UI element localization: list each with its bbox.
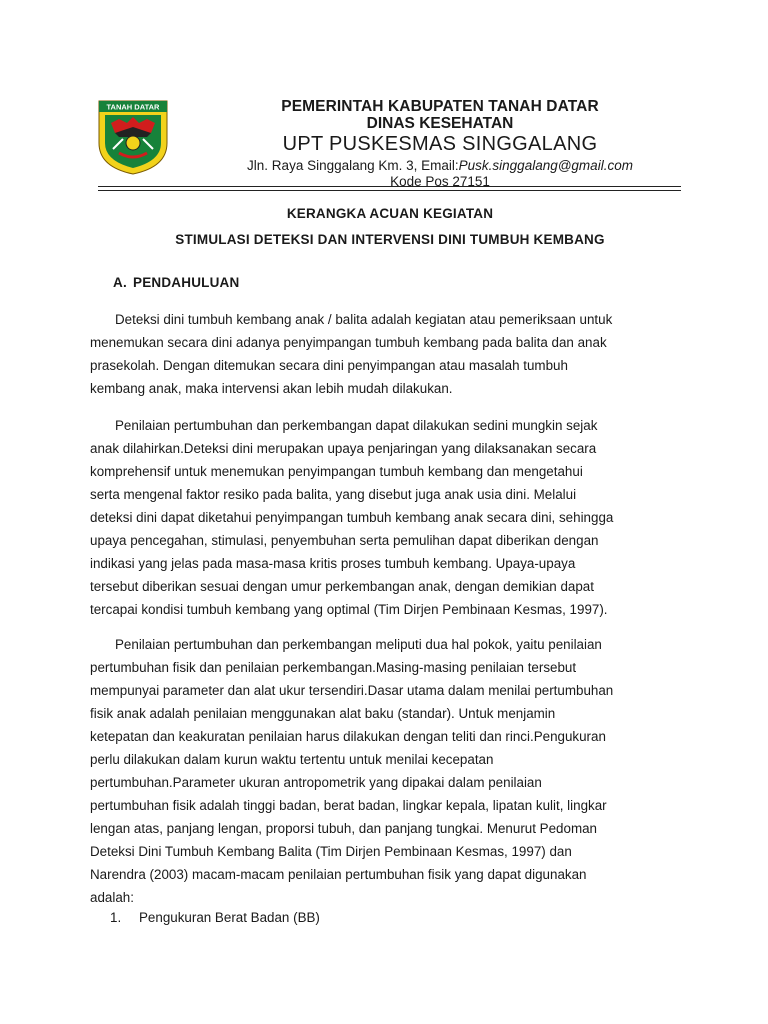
paragraph-line: Deteksi dini tumbuh kembang anak / balita adalah kegiatan atau pemeriksaan untuk <box>115 312 613 327</box>
district-logo <box>97 99 169 175</box>
paragraph-line: ketepatan dan keakuratan penilaian harus dilakukan dengan teliti dan rinci.Pengukuran <box>90 729 606 744</box>
paragraph-line: menemukan secara dini adanya penyimpangan tumbuh kembang pada balita dan anak <box>90 335 607 350</box>
paragraph-line: Penilaian pertumbuhan dan perkembangan dapat dilakukan sedini mungkin sejak <box>115 418 598 433</box>
tanah-datar-crest-icon <box>97 99 169 175</box>
paragraph-line: anak dilahirkan.Deteksi dini merupakan upaya penjaringan yang dilaksanakan secara <box>90 441 597 456</box>
document-subtitle: STIMULASI DETEKSI DAN INTERVENSI DINI TUMBUH KEMBANG <box>175 232 605 247</box>
paragraph-3 <box>90 633 690 909</box>
paragraph-line: pertumbuhan fisik dan penilaian perkembangan.Masing-masing penilaian tersebut <box>90 660 577 675</box>
list-item-number: 1. <box>110 910 122 925</box>
list-item-text: Pengukuran Berat Badan (BB) <box>139 910 320 925</box>
department-name: DINAS KESEHATAN <box>366 115 514 132</box>
paragraph-line: komprehensif untuk menemukan penyimpangan tumbuh kembang dan mengetahui <box>90 464 583 479</box>
document-title: KERANGKA ACUAN KEGIATAN <box>286 206 494 221</box>
letterhead-rule-thin <box>98 190 681 191</box>
paragraph-line: mempunyai parameter dan alat ukur tersendiri.Dasar utama dalam menilai pertumbuhan <box>90 683 614 698</box>
address-text: Jln. Raya Singgalang Km. 3, Email: <box>247 158 459 173</box>
logo-banner-text: TANAH DATAR <box>106 102 160 112</box>
postal-code: Kode Pos 27151 <box>390 174 490 189</box>
paragraph-line: kembang anak, maka intervensi akan lebih mudah dilakukan. <box>90 381 453 396</box>
paragraph-1 <box>90 308 690 400</box>
institution-name: UPT PUSKESMAS SINGGALANG <box>282 133 598 155</box>
paragraph-line: Penilaian pertumbuhan dan perkembangan meliputi dua hal pokok, yaitu penilaian <box>115 637 602 652</box>
paragraph-line: pertumbuhan.Parameter ukuran antropometrik yang dipakai dalam penilaian <box>90 775 542 790</box>
paragraph-line: tercapai kondisi tumbuh kembang yang optimal (Tim Dirjen Pembinaan Kesmas, 1997). <box>90 602 608 617</box>
paragraph-line: perlu dilakukan dalam kurun waktu tertentu untuk menilai kecepatan <box>90 752 494 767</box>
section-heading <box>113 275 239 290</box>
paragraph-2 <box>90 414 690 621</box>
numbered-list <box>110 906 320 929</box>
section-title: PENDAHULUAN <box>133 275 240 290</box>
email-address: Pusk.singgalang@gmail.com <box>458 158 633 173</box>
letterhead <box>200 98 680 190</box>
paragraph-line: serta mengenal faktor resiko pada balita, yang disebut juga anak usia dini. Melalui <box>90 487 577 502</box>
paragraph-line: upaya pencegahan, stimulasi, penyembuhan serta pemulihan dapat diberikan dengan <box>90 533 599 548</box>
list-item <box>110 906 320 929</box>
paragraph-line: adalah: <box>90 890 134 905</box>
paragraph-line: tersebut diberikan sesuai dengan umur perkembangan anak, dengan demikian dapat <box>90 579 594 594</box>
address-line <box>200 158 680 174</box>
paragraph-line: prasekolah. Dengan ditemukan secara dini penyimpangan atau masalah tumbuh <box>90 358 568 373</box>
paragraph-line: pertumbuhan fisik adalah tinggi badan, berat badan, lingkar kepala, lipatan kulit, lingkar <box>90 798 607 813</box>
paragraph-line: fisik anak adalah penilaian menggunakan alat baku (standar). Untuk menjamin <box>90 706 556 721</box>
government-name: PEMERINTAH KABUPATEN TANAH DATAR <box>281 98 599 115</box>
paragraph-line: Narendra (2003) macam-macam penilaian pertumbuhan fisik yang dapat digunakan <box>90 867 587 882</box>
section-number: A. <box>113 275 127 290</box>
paragraph-line: Deteksi Dini Tumbuh Kembang Balita (Tim Dirjen Pembinaan Kesmas, 1997) dan <box>90 844 572 859</box>
paragraph-line: deteksi dini dapat diketahui penyimpangan tumbuh kembang anak secara dini, sehingga <box>90 510 614 525</box>
paragraph-line: indikasi yang jelas pada masa-masa kritis proses tumbuh kembang. Upaya-upaya <box>90 556 576 571</box>
letterhead-rule-thick <box>98 186 681 187</box>
paragraph-line: lengan atas, panjang lengan, proporsi tubuh, dan panjang tungkai. Menurut Pedoman <box>90 821 597 836</box>
